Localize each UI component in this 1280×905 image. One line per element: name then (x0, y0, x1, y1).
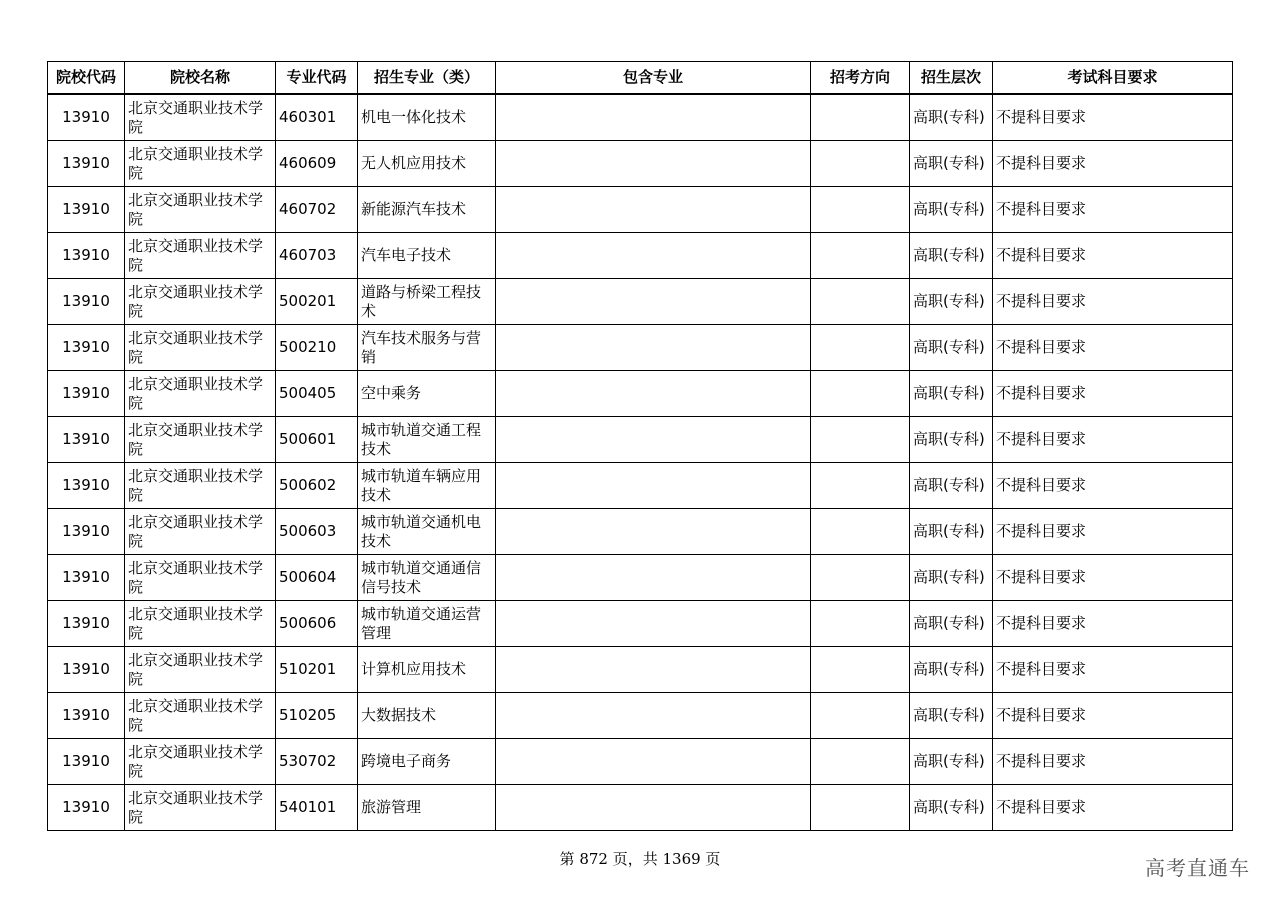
major-cell: 汽车技术服务与营销 (358, 325, 496, 371)
school-code-cell: 13910 (48, 555, 125, 601)
table-row (48, 371, 1233, 417)
subject-requirement-cell: 不提科目要求 (993, 279, 1233, 325)
major-cell: 汽车电子技术 (358, 233, 496, 279)
table-row (48, 509, 1233, 555)
watermark: 高考直通车 (1145, 856, 1250, 880)
school-name-cell: 北京交通职业技术学院 (125, 693, 276, 739)
direction-cell (811, 417, 910, 463)
included-majors-cell (496, 141, 811, 187)
subject-requirement-cell: 不提科目要求 (993, 555, 1233, 601)
major-cell: 城市轨道交通通信信号技术 (358, 555, 496, 601)
subject-requirement-cell: 不提科目要求 (993, 187, 1233, 233)
school-code-cell: 13910 (48, 279, 125, 325)
major-code-cell: 540101 (276, 785, 358, 831)
school-code-cell: 13910 (48, 463, 125, 509)
subject-requirement-cell: 不提科目要求 (993, 371, 1233, 417)
subject-requirement-cell: 不提科目要求 (993, 463, 1233, 509)
level-cell: 高职(专科) (910, 601, 993, 647)
school-code-cell: 13910 (48, 325, 125, 371)
major-code-cell: 460301 (276, 94, 358, 141)
direction-cell (811, 141, 910, 187)
school-code-cell: 13910 (48, 417, 125, 463)
major-code-cell: 500405 (276, 371, 358, 417)
level-cell: 高职(专科) (910, 325, 993, 371)
table-row (48, 279, 1233, 325)
level-cell: 高职(专科) (910, 279, 993, 325)
included-majors-cell (496, 233, 811, 279)
header-major: 招生专业（类） (358, 62, 496, 95)
table-row (48, 601, 1233, 647)
school-code-cell: 13910 (48, 693, 125, 739)
major-code-cell: 500601 (276, 417, 358, 463)
included-majors-cell (496, 555, 811, 601)
level-cell: 高职(专科) (910, 555, 993, 601)
table-row (48, 463, 1233, 509)
school-name-cell: 北京交通职业技术学院 (125, 739, 276, 785)
school-name-cell: 北京交通职业技术学院 (125, 187, 276, 233)
major-cell: 道路与桥梁工程技术 (358, 279, 496, 325)
school-code-cell: 13910 (48, 785, 125, 831)
school-name-cell: 北京交通职业技术学院 (125, 509, 276, 555)
level-cell: 高职(专科) (910, 509, 993, 555)
table-row (48, 785, 1233, 831)
level-cell: 高职(专科) (910, 463, 993, 509)
direction-cell (811, 739, 910, 785)
major-cell: 旅游管理 (358, 785, 496, 831)
table-row (48, 325, 1233, 371)
table-row (48, 739, 1233, 785)
level-cell: 高职(专科) (910, 371, 993, 417)
header-major-code: 专业代码 (276, 62, 358, 95)
direction-cell (811, 785, 910, 831)
direction-cell (811, 555, 910, 601)
header-school-code: 院校代码 (48, 62, 125, 95)
included-majors-cell (496, 279, 811, 325)
level-cell: 高职(专科) (910, 693, 993, 739)
level-cell: 高职(专科) (910, 94, 993, 141)
school-name-cell: 北京交通职业技术学院 (125, 601, 276, 647)
school-code-cell: 13910 (48, 94, 125, 141)
subject-requirement-cell: 不提科目要求 (993, 141, 1233, 187)
school-name-cell: 北京交通职业技术学院 (125, 233, 276, 279)
direction-cell (811, 693, 910, 739)
included-majors-cell (496, 371, 811, 417)
major-cell: 跨境电子商务 (358, 739, 496, 785)
included-majors-cell (496, 187, 811, 233)
major-code-cell: 510205 (276, 693, 358, 739)
direction-cell (811, 509, 910, 555)
subject-requirement-cell: 不提科目要求 (993, 417, 1233, 463)
enrollment-table (47, 61, 1233, 831)
level-cell: 高职(专科) (910, 647, 993, 693)
major-code-cell: 460703 (276, 233, 358, 279)
major-code-cell: 500210 (276, 325, 358, 371)
header-school-name: 院校名称 (125, 62, 276, 95)
level-cell: 高职(专科) (910, 141, 993, 187)
school-code-cell: 13910 (48, 233, 125, 279)
major-cell: 计算机应用技术 (358, 647, 496, 693)
table-header-row (48, 62, 1233, 95)
school-name-cell: 北京交通职业技术学院 (125, 325, 276, 371)
direction-cell (811, 371, 910, 417)
header-included-majors: 包含专业 (496, 62, 811, 95)
school-name-cell: 北京交通职业技术学院 (125, 555, 276, 601)
school-code-cell: 13910 (48, 187, 125, 233)
major-cell: 城市轨道交通运营管理 (358, 601, 496, 647)
major-cell: 城市轨道车辆应用技术 (358, 463, 496, 509)
major-cell: 大数据技术 (358, 693, 496, 739)
included-majors-cell (496, 325, 811, 371)
school-code-cell: 13910 (48, 739, 125, 785)
subject-requirement-cell: 不提科目要求 (993, 325, 1233, 371)
table-row (48, 233, 1233, 279)
table-body (48, 94, 1233, 831)
direction-cell (811, 279, 910, 325)
school-code-cell: 13910 (48, 141, 125, 187)
included-majors-cell (496, 601, 811, 647)
major-cell: 空中乘务 (358, 371, 496, 417)
school-name-cell: 北京交通职业技术学院 (125, 94, 276, 141)
table-row (48, 417, 1233, 463)
major-cell: 城市轨道交通工程技术 (358, 417, 496, 463)
header-direction: 招考方向 (811, 62, 910, 95)
school-name-cell: 北京交通职业技术学院 (125, 785, 276, 831)
subject-requirement-cell: 不提科目要求 (993, 601, 1233, 647)
direction-cell (811, 601, 910, 647)
direction-cell (811, 187, 910, 233)
subject-requirement-cell: 不提科目要求 (993, 785, 1233, 831)
included-majors-cell (496, 647, 811, 693)
subject-requirement-cell: 不提科目要求 (993, 94, 1233, 141)
included-majors-cell (496, 417, 811, 463)
included-majors-cell (496, 463, 811, 509)
included-majors-cell (496, 693, 811, 739)
major-code-cell: 510201 (276, 647, 358, 693)
direction-cell (811, 94, 910, 141)
direction-cell (811, 463, 910, 509)
table-row (48, 94, 1233, 141)
table-row (48, 141, 1233, 187)
included-majors-cell (496, 785, 811, 831)
included-majors-cell (496, 739, 811, 785)
major-code-cell: 460609 (276, 141, 358, 187)
major-code-cell: 500602 (276, 463, 358, 509)
table-row (48, 187, 1233, 233)
school-code-cell: 13910 (48, 647, 125, 693)
subject-requirement-cell: 不提科目要求 (993, 739, 1233, 785)
included-majors-cell (496, 509, 811, 555)
major-code-cell: 500606 (276, 601, 358, 647)
header-level: 招生层次 (910, 62, 993, 95)
major-code-cell: 500604 (276, 555, 358, 601)
major-cell: 城市轨道交通机电技术 (358, 509, 496, 555)
direction-cell (811, 233, 910, 279)
level-cell: 高职(专科) (910, 187, 993, 233)
subject-requirement-cell: 不提科目要求 (993, 509, 1233, 555)
school-code-cell: 13910 (48, 371, 125, 417)
major-code-cell: 460702 (276, 187, 358, 233)
school-name-cell: 北京交通职业技术学院 (125, 647, 276, 693)
school-code-cell: 13910 (48, 509, 125, 555)
direction-cell (811, 647, 910, 693)
level-cell: 高职(专科) (910, 739, 993, 785)
major-code-cell: 500603 (276, 509, 358, 555)
header-subject-requirement: 考试科目要求 (993, 62, 1233, 95)
major-cell: 无人机应用技术 (358, 141, 496, 187)
school-name-cell: 北京交通职业技术学院 (125, 417, 276, 463)
page-footer: 第 872 页，共 1369 页 (559, 850, 721, 868)
major-code-cell: 530702 (276, 739, 358, 785)
major-cell: 新能源汽车技术 (358, 187, 496, 233)
level-cell: 高职(专科) (910, 417, 993, 463)
direction-cell (811, 325, 910, 371)
subject-requirement-cell: 不提科目要求 (993, 647, 1233, 693)
school-name-cell: 北京交通职业技术学院 (125, 371, 276, 417)
level-cell: 高职(专科) (910, 233, 993, 279)
school-name-cell: 北京交通职业技术学院 (125, 279, 276, 325)
school-name-cell: 北京交通职业技术学院 (125, 141, 276, 187)
school-code-cell: 13910 (48, 601, 125, 647)
major-code-cell: 500201 (276, 279, 358, 325)
major-cell: 机电一体化技术 (358, 94, 496, 141)
table-row (48, 647, 1233, 693)
included-majors-cell (496, 94, 811, 141)
table-row (48, 693, 1233, 739)
subject-requirement-cell: 不提科目要求 (993, 233, 1233, 279)
subject-requirement-cell: 不提科目要求 (993, 693, 1233, 739)
school-name-cell: 北京交通职业技术学院 (125, 463, 276, 509)
table-row (48, 555, 1233, 601)
level-cell: 高职(专科) (910, 785, 993, 831)
